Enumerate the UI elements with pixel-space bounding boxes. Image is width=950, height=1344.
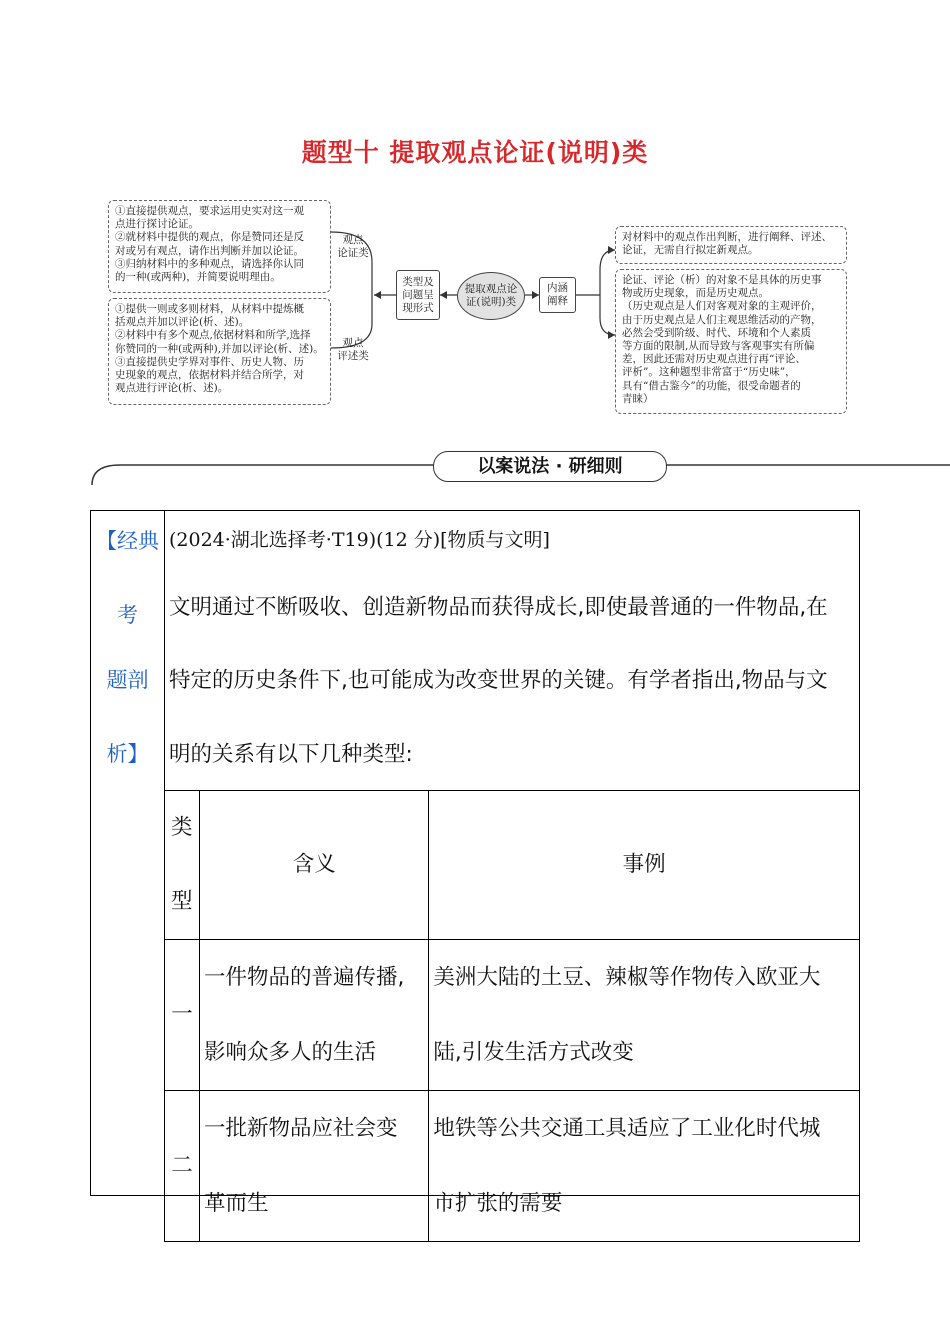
row-example: 美洲大陆的土豆、辣椒等作物传入欧亚大 陆,引发生活方式改变 xyxy=(429,940,860,1091)
header-meaning: 含义 xyxy=(200,791,429,940)
center-node xyxy=(457,272,525,320)
mindmap-text-line: 差，因此还需对历史观点进行再“评论、 xyxy=(622,353,806,366)
case-label-column xyxy=(91,511,165,1195)
mindmap-text-line: 史现象的观点，依据材料并结合所学，对 xyxy=(115,369,304,382)
node-line: 类型及 xyxy=(402,275,434,288)
mindmap-right-bottom-box xyxy=(615,269,847,414)
mindmap-text-line: 必然会受到阶级、时代、环境和个人素质 xyxy=(622,326,811,339)
node-line: 提取观点论 xyxy=(464,283,518,295)
mindmap-text-line: 青睐） xyxy=(622,392,654,405)
case-label-line: 题剖 xyxy=(106,668,149,692)
case-body-line: 明的关系有以下几种类型: xyxy=(169,742,413,767)
case-label-line: 【经典 xyxy=(96,529,159,553)
branch-label-line: 论证类 xyxy=(337,247,369,259)
row-example: 地铁等公共交通工具适应了工业化时代城 市扩张的需要 xyxy=(429,1091,860,1242)
case-source: (2024·湖北选择考·T19)(12 分)[物质与文明] xyxy=(169,529,550,551)
case-analysis-box xyxy=(90,510,860,1216)
branch-label-review xyxy=(333,337,373,363)
mindmap-text-line: ②就材料中提供的观点，你是赞同还是反 xyxy=(115,231,304,244)
case-label-line: 考 xyxy=(117,603,138,627)
mindmap-text-line: 括观点并加以评论(析、述)。 xyxy=(115,316,250,329)
branch-label-argument xyxy=(333,234,373,260)
branch-label-line: 观点 xyxy=(342,234,364,246)
section-band-title: 以案说法 · 研细则 xyxy=(433,451,667,482)
mindmap-text-line: 对或另有观点，请作出判断并加以论证。 xyxy=(115,244,304,257)
case-label-line: 析】 xyxy=(106,742,149,766)
mindmap-text-line: 评析”。这种题型非常富于“历史味”， xyxy=(622,366,796,379)
node-line: 阐释 xyxy=(547,295,568,307)
mindmap-text-line: ②材料中有多个观点,依据材料和所学,选择 xyxy=(115,329,311,342)
mindmap-text-line: ③归纳材料中的多种观点，请选择你认同 xyxy=(115,257,304,270)
mindmap-left-top-box xyxy=(108,200,331,293)
mindmap-text-line: 论证、评论（析）的对象不是具体的历史事 xyxy=(622,274,822,286)
table-row xyxy=(165,940,860,1091)
mindmap-left-bottom-box xyxy=(108,298,331,405)
row-meaning: 一批新物品应社会变 革而生 xyxy=(200,1091,429,1242)
mindmap-text-line: 点进行探讨论证。 xyxy=(115,218,199,231)
mindmap-text-line: 具有“借古鉴今”的功能，很受命题者的 xyxy=(622,379,801,392)
node-line: 现形式 xyxy=(402,301,434,314)
table-header-row xyxy=(165,791,860,940)
node-line: 内涵 xyxy=(547,282,568,294)
mindmap-text-line: 的一种(或两种)，并简要说明理由。 xyxy=(115,271,281,284)
mindmap-text-line: 论证，无需自行拟定新观点。 xyxy=(622,244,759,257)
type-node xyxy=(396,270,440,320)
case-body-line: 文明通过不断吸收、创造新物品而获得成长,即使最普通的一件物品,在 xyxy=(169,595,828,620)
header-type: 类 型 xyxy=(165,791,200,940)
mindmap-text-line: ①直接提供观点，要求运用史实对这一观 xyxy=(115,205,304,217)
types-table xyxy=(164,790,860,1216)
row-type: 二 xyxy=(165,1091,200,1242)
mindmap-text-line: ①提供一则或多则材料，从材料中提炼概 xyxy=(115,303,304,315)
mindmap-text-line: 对材料中的观点作出判断，进行阐释、评述、 xyxy=(622,231,832,243)
mindmap-text-line: 你赞同的一种(或两种),并加以评论(析、述)。 xyxy=(115,342,324,355)
table-row xyxy=(165,1091,860,1242)
mindmap-text-line: 由于历史观点是人们主观思维活动的产物， xyxy=(622,313,822,326)
mindmap-text-line: ③直接提供史学界对事件、历史人物、历 xyxy=(115,355,304,368)
mindmap-text-line: 观点进行评论(析、述)。 xyxy=(115,382,229,395)
branch-label-line: 评述类 xyxy=(337,350,369,362)
node-line: 问题呈 xyxy=(402,288,434,301)
mindmap-text-line: 物或历史现象，而是历史观点。 xyxy=(622,287,769,300)
mindmap-text-line: 等方面的限制,从而导致与客观事实有所偏 xyxy=(622,340,815,353)
node-line: 证(说明)类 xyxy=(465,296,517,308)
page-title: 题型十 提取观点论证(说明)类 xyxy=(301,138,649,167)
header-example: 事例 xyxy=(429,791,860,940)
case-body-line: 特定的历史条件下,也可能成为改变世界的关键。有学者指出,物品与文 xyxy=(169,668,828,693)
branch-label-line: 观点 xyxy=(342,337,364,349)
mindmap-text-line: （历史观点是人们对客观对象的主观评价， xyxy=(622,300,822,313)
row-meaning: 一件物品的普遍传播, 影响众多人的生活 xyxy=(200,940,429,1091)
mindmap-right-top-box xyxy=(615,226,847,264)
meaning-node xyxy=(539,277,576,313)
row-type: 一 xyxy=(165,940,200,1091)
